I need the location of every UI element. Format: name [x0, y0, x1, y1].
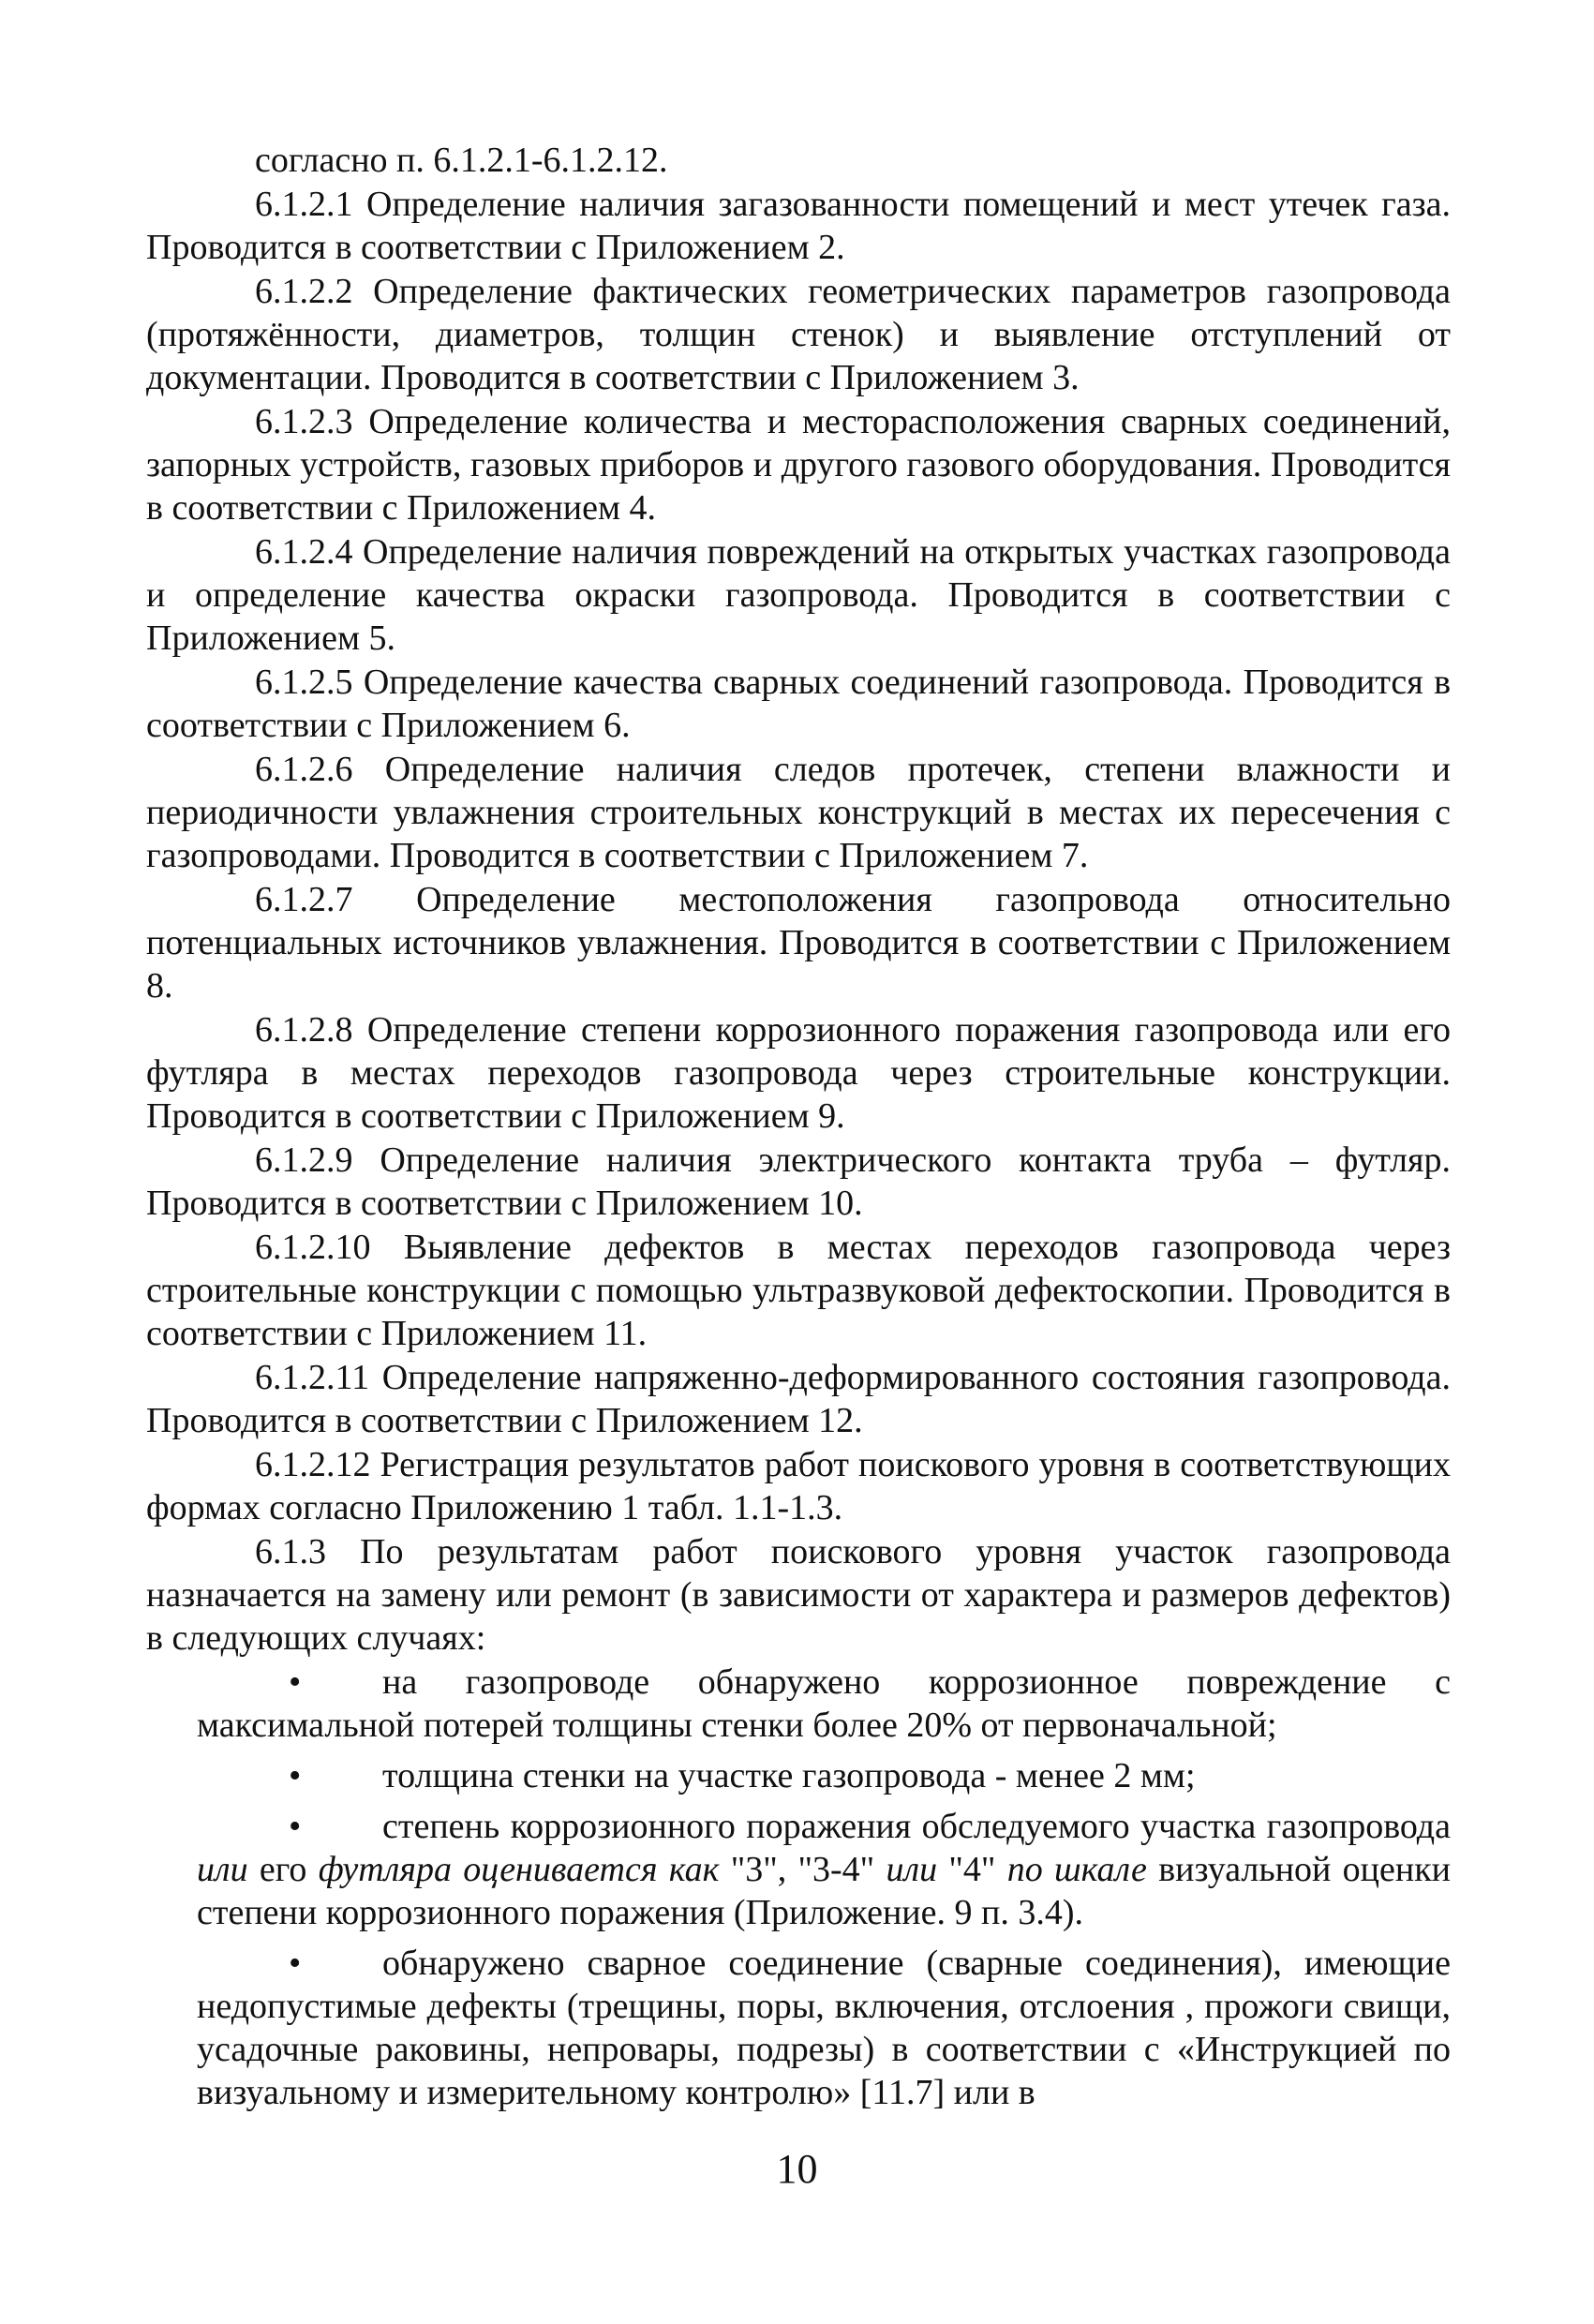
bullet-text: толщина стенки на участке газопровода - менее 2 мм;	[382, 1756, 1196, 1795]
paragraph-number: 6.1.2.9	[255, 1140, 353, 1180]
bullet-list	[197, 1661, 1451, 2114]
bullet-item-2	[197, 1754, 1451, 1797]
paragraph-6-1-2-10	[146, 1226, 1451, 1355]
bullet-item-3	[197, 1805, 1451, 1934]
paragraph-text: Определение количества и месторасположения сварных соединений, запорных устройств, газовых приборов и другого газового оборудования. Проводится в соответствии с Приложением 4.	[146, 402, 1451, 528]
paragraph-text: Определение степени коррозионного поражения газопровода или его футляра в местах переходов газопровода через строительные конструкции. Проводится в соответствии с Приложением 9.	[146, 1010, 1452, 1136]
paragraph-6-1-2-2	[146, 270, 1451, 399]
paragraph-6-1-2-12	[146, 1443, 1451, 1529]
paragraph-text: Определение наличия повреждений на открытых участках газопровода и определение качества окраски газопровода. Проводится в соответствии с Приложением 5.	[146, 532, 1452, 658]
paragraph-number: 6.1.2.7	[255, 880, 353, 919]
paragraph-text: согласно п. 6.1.2.1-6.1.2.12.	[255, 141, 668, 180]
paragraph-text: Определение наличия электрического контакта труба – футляр. Проводится в соответствии с Приложением 10.	[146, 1140, 1451, 1223]
page-number: 10	[776, 2146, 818, 2192]
paragraph-number: 6.1.3	[255, 1532, 326, 1572]
paragraph-text: Регистрация результатов работ поискового уровня в соответствующих формах согласно Приложению 1 табл. 1.1-1.3.	[146, 1445, 1451, 1527]
bullet-icon: •	[289, 1944, 302, 1983]
paragraph-number: 6.1.2.3	[255, 402, 353, 441]
paragraph-text: По результатам работ поискового уровня участок газопровода назначается на замену или ремонт (в зависимости от характера и размеров дефектов) в следующих случаях:	[146, 1532, 1452, 1658]
bullet-text-italic: или	[197, 1850, 248, 1889]
bullet-text: "4"	[937, 1850, 1007, 1889]
paragraph-6-1-2-4	[146, 530, 1451, 660]
paragraph-6-1-2-9	[146, 1139, 1451, 1225]
paragraph-number: 6.1.2.2	[255, 272, 353, 311]
bullet-text: визуальной оценки степени коррозионного поражения (Приложение. 9 п. 3.4).	[197, 1850, 1451, 1932]
paragraph-number: 6.1.2.8	[255, 1010, 353, 1050]
paragraph-6-1-2-6	[146, 748, 1451, 877]
paragraph-6-1-2-5	[146, 661, 1451, 747]
paragraph-text: Определение напряженно-деформированного состояния газопровода. Проводится в соответствии с Приложением 12.	[146, 1358, 1451, 1440]
paragraph-text: Определение качества сварных соединений газопровода. Проводится в соответствии с Приложением 6.	[146, 663, 1452, 745]
paragraph-intro	[146, 139, 1451, 182]
paragraph-text: Определение наличия следов протечек, степени влажности и периодичности увлажнения строительных конструкций в местах их пересечения с газопроводами. Проводится в соответствии с Приложением 7.	[146, 750, 1451, 875]
paragraph-6-1-2-7	[146, 878, 1451, 1007]
bullet-text: его	[247, 1850, 319, 1889]
bullet-item-1	[197, 1661, 1451, 1747]
bullet-text: степень коррозионного поражения обследуемого участка газопровода	[382, 1807, 1451, 1846]
paragraph-6-1-2-3	[146, 400, 1451, 529]
bullet-icon: •	[289, 1807, 302, 1846]
bullet-text-italic: футляра оценивается как	[318, 1850, 720, 1889]
paragraph-number: 6.1.2.12	[255, 1445, 371, 1484]
bullet-icon: •	[289, 1662, 302, 1702]
paragraph-text: Определение местоположения газопровода относительно потенциальных источников увлажнения. Проводится в соответствии с Приложением 8.	[146, 880, 1451, 1006]
paragraph-number: 6.1.2.6	[255, 750, 353, 789]
bullet-text: на газопроводе обнаружено коррозионное повреждение с максимальной потерей толщины стенки более 20% от первоначальной;	[197, 1662, 1451, 1745]
paragraph-text: Выявление дефектов в местах переходов газопровода через строительные конструкции с помощью ультразвуковой дефектоскопии. Проводится в соответствии с Приложением 11.	[146, 1228, 1452, 1353]
bullet-item-4	[197, 1942, 1451, 2114]
bullet-text: "3", "3-4"	[719, 1850, 886, 1889]
paragraph-6-1-2-8	[146, 1008, 1451, 1138]
paragraph-number: 6.1.2.11	[255, 1358, 370, 1397]
bullet-text-italic: по шкале	[1006, 1850, 1147, 1889]
paragraph-number: 6.1.2.10	[255, 1228, 371, 1267]
document-page	[146, 139, 1451, 2122]
paragraph-number: 6.1.2.5	[255, 663, 353, 702]
bullet-text-italic: или	[886, 1850, 938, 1889]
paragraph-number: 6.1.2.1	[255, 185, 353, 224]
paragraph-6-1-2-1	[146, 183, 1451, 269]
paragraph-text: Определение фактических геометрических параметров газопровода (протяжённости, диаметров, толщин стенок) и выявление отступлений от документации. Проводится в соответствии с Приложением 3.	[146, 272, 1452, 397]
paragraph-6-1-3	[146, 1530, 1451, 1660]
paragraph-6-1-2-11	[146, 1356, 1451, 1442]
paragraph-text: Определение наличия загазованности помещений и мест утечек газа. Проводится в соответствии с Приложением 2.	[146, 185, 1452, 267]
bullet-icon: •	[289, 1756, 302, 1795]
paragraph-number: 6.1.2.4	[255, 532, 353, 572]
bullet-text: обнаружено сварное соединение (сварные соединения), имеющие недопустимые дефекты (трещины, поры, включения, отслоения , прожоги свищи, усадочные раковины, непровары, подрезы) в соответствии с «Инструкцией по визуальному и измерительному контролю» [11.7] или в	[197, 1944, 1451, 2112]
